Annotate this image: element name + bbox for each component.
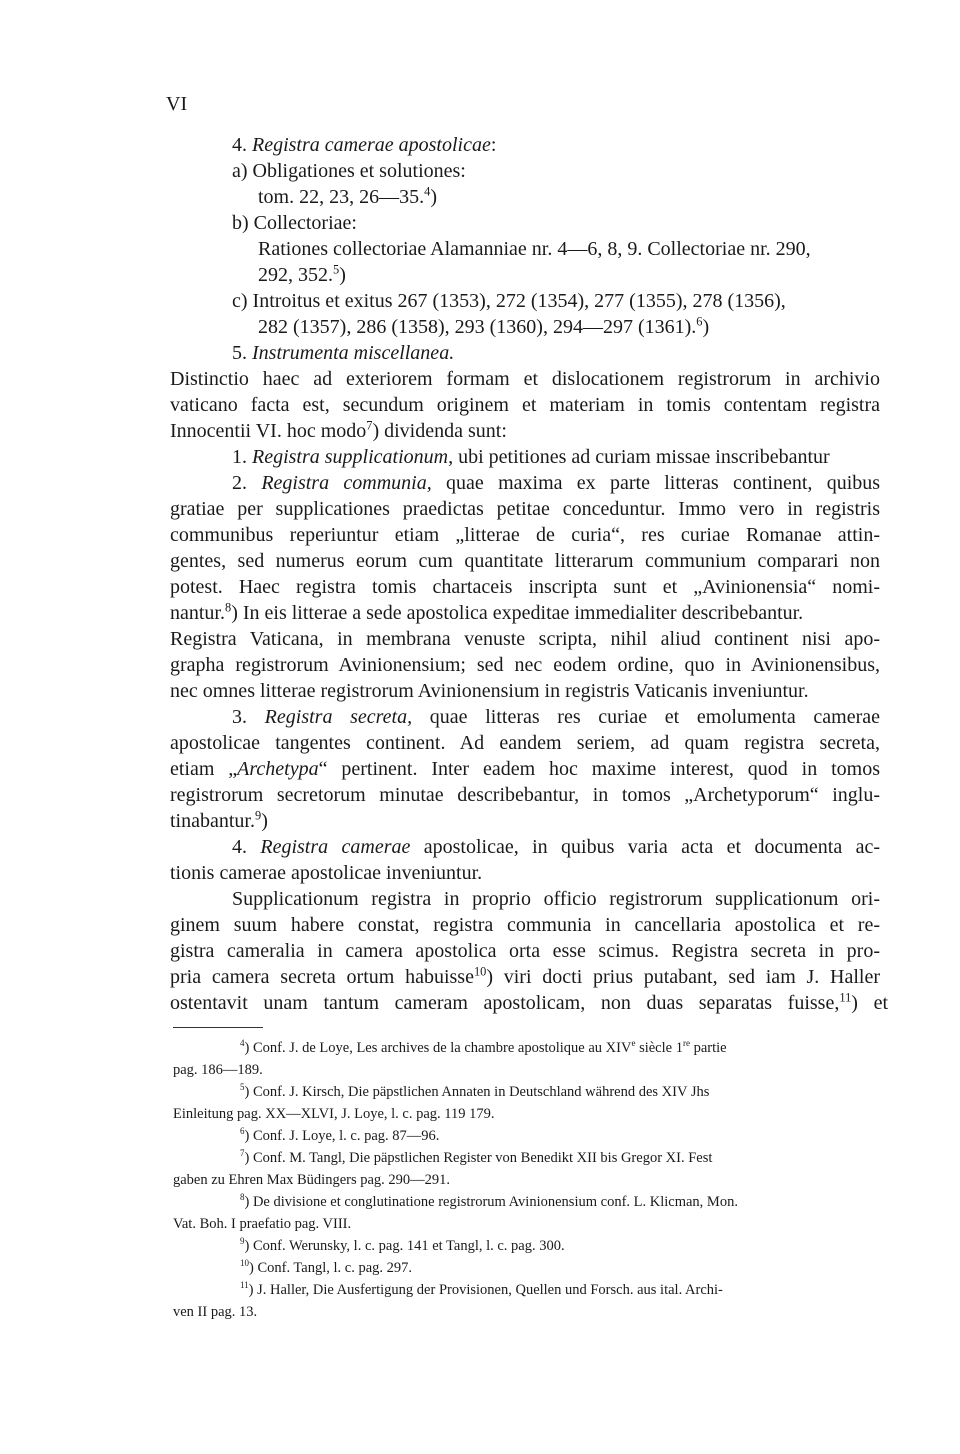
paragraph-line: gratiae per supplicationes praedictas petitae conceduntur. Immo vero in registris	[170, 498, 880, 520]
paragraph-line: registrorum secretorum minutae describebantur, in tomos „Archetyporum“ inglu-	[170, 784, 880, 806]
paragraph-line: grapha registrorum Avinionensium; sed nec eodem ordine, quo in Avinionensibus,	[170, 654, 880, 676]
paragraph-line: Innocentii VI. hoc modo$^7$) dividenda sunt:	[170, 418, 507, 442]
footnote-4-line-2: pag. 186—189.	[173, 1062, 263, 1078]
list-item-4-title: Registra camerae apostolicae	[252, 134, 491, 156]
footnote-5-line-2: Einleitung pag. XX—XLVI, J. Loye, l. c. pag. 119 179.	[173, 1106, 495, 1122]
footnote-5: $^5$) Conf. J. Kirsch, Die päpstlichen Annaten in Deutschland während des XIV Jhs	[240, 1082, 710, 1100]
list-item-4a-text: tom. 22, 23, 26—35.$^4$)	[258, 184, 437, 208]
list-item-4a: a) Obligationes et solutiones:	[232, 160, 466, 182]
footnote-ref-8: 8	[225, 600, 232, 615]
register-item-2: 2. Registra communia, quae maxima ex parte litteras continent, quibus	[232, 472, 881, 494]
list-item-5-title: Instrumenta miscellanea.	[252, 342, 455, 364]
footnote-11-line-2: ven II pag. 13.	[173, 1304, 258, 1320]
paragraph-line: tinabantur.$^9$)	[170, 808, 268, 832]
register-item-3-title: Registra secreta,	[264, 706, 413, 728]
footnote-ref-4: 4	[424, 184, 431, 199]
register-item-1-title: Registra supplicationum,	[252, 446, 454, 468]
paragraph-line: etiam „Archetypa“ pertinent. Inter eadem hoc maxime interest, quod in tomos	[170, 758, 880, 780]
paragraph-line: gentes, sed numerus eorum cum quantitate litterarum communium comparari non	[170, 550, 880, 572]
footnote-7-line-2: gaben zu Ehren Max Büdingers pag. 290—291.	[173, 1172, 451, 1188]
footnote-separator	[173, 1027, 263, 1028]
footnote-ref-5: 5	[333, 262, 340, 277]
footnote-ref-11: 11	[839, 990, 852, 1005]
list-item-4b-text-1: Rationes collectoriae Alamanniae nr. 4—6, 8, 9. Collectoriae nr. 290,	[258, 238, 811, 260]
footnote-ref-6: 6	[696, 314, 703, 329]
paragraph-line: Supplicationum registra in proprio officio registrorum supplicationum ori-	[232, 888, 880, 910]
register-item-3: 3. Registra secreta, quae litteras res curiae et emolumenta camerae	[232, 706, 881, 728]
register-item-2-title: Registra communia,	[261, 472, 432, 494]
list-item-4b-text-2: 292, 352.$^5$)	[258, 262, 346, 286]
register-item-4: 4. Registra camerae apostolicae, in quibus varia acta et documenta ac-	[232, 836, 880, 858]
footnote-8-line-2: Vat. Boh. I praefatio pag. VIII.	[173, 1216, 352, 1232]
register-item-4-title: Registra camerae	[260, 836, 411, 858]
footnote-9: $^9$) Conf. Werunsky, l. c. pag. 141 et Tangl, l. c. pag. 300.	[240, 1236, 565, 1254]
list-item-4b: b) Collectoriae:	[232, 212, 357, 234]
footnote-ref-10: 10	[473, 964, 487, 979]
paragraph-line: Distinctio haec ad exteriorem formam et dislocationem registrorum in archivio	[170, 368, 880, 390]
paragraph-line: nantur.$^8$) In eis litterae a sede apostolica expeditae immedialiter describebantur.	[170, 600, 804, 624]
list-item-5: 5. Instrumenta miscellanea.	[232, 342, 455, 364]
paragraph-line: potest. Haec registra tomis chartaceis inscripta sunt et „Avinionensia“ nomi-	[170, 576, 880, 598]
footnote-ref-7: 7	[366, 418, 373, 433]
paragraph-line: tionis camerae apostolicae inveniuntur.	[170, 862, 483, 884]
paragraph-line: apostolicae tangentes continent. Ad eandem seriem, ad quam registra secreta,	[170, 732, 880, 754]
list-item-4c-text-2: 282 (1357), 286 (1358), 293 (1360), 294—297 (1361).$^6$)	[258, 314, 710, 338]
footnote-8: $^8$) De divisione et conglutinatione registrorum Avinionensium conf. L. Klicman, Mon.	[240, 1192, 738, 1210]
paragraph-line: gistra cameralia in camera apostolica orta esse scimus. Registra secreta in pro-	[170, 940, 880, 962]
paragraph-line: communibus reperiuntur etiam „litterae de curia“, res curiae Romanae attin-	[170, 524, 880, 546]
footnote-11: $^{11}$) J. Haller, Die Ausfertigung der Provisionen, Quellen und Forsch. aus ital. Archi-	[240, 1280, 723, 1298]
paragraph-line: ginem suum habere constat, registra communia in cancellaria apostolica et re-	[170, 914, 880, 936]
footnote-7: $^7$) Conf. M. Tangl, Die päpstlichen Register von Benedikt XII bis Gregor XI. Fest	[240, 1148, 713, 1166]
page-number: VI	[166, 93, 188, 115]
footnote-6: $^6$) Conf. J. Loye, l. c. pag. 87—96.	[240, 1126, 440, 1144]
paragraph-line: vaticano facta est, secundum originem et materiam in tomis contentam registra	[170, 394, 880, 416]
paragraph-line: pria camera secreta ortum habuisse$^{10}$) viri docti prius putabant, sed iam J. Haller	[170, 964, 880, 988]
footnote-ref-9: 9	[254, 808, 262, 823]
paragraph-line: ostentavit unam tantum cameram apostolicam, non duas separatas fuisse,$^{11}$) et	[170, 990, 889, 1014]
register-item-1: 1. Registra supplicationum, ubi petitiones ad curiam missae inscribebantur	[232, 446, 830, 468]
paragraph-line: nec omnes litterae registrorum Avinionensium in registris Vaticanis inveniuntur.	[170, 680, 809, 702]
footnote-4: $^4$) Conf. J. de Loye, Les archives de la chambre apostolique au XIVe siècle 1re partie	[240, 1038, 727, 1056]
paragraph-line: Registra Vaticana, in membrana venuste scripta, nihil aliud continent nisi apo-	[170, 628, 880, 650]
list-item-4c-text-1: c) Introitus et exitus 267 (1353), 272 (1354), 277 (1355), 278 (1356),	[232, 290, 786, 312]
list-item-4: 4. Registra camerae apostolicae:	[232, 134, 497, 156]
footnote-10: $^{10}$) Conf. Tangl, l. c. pag. 297.	[240, 1258, 413, 1276]
